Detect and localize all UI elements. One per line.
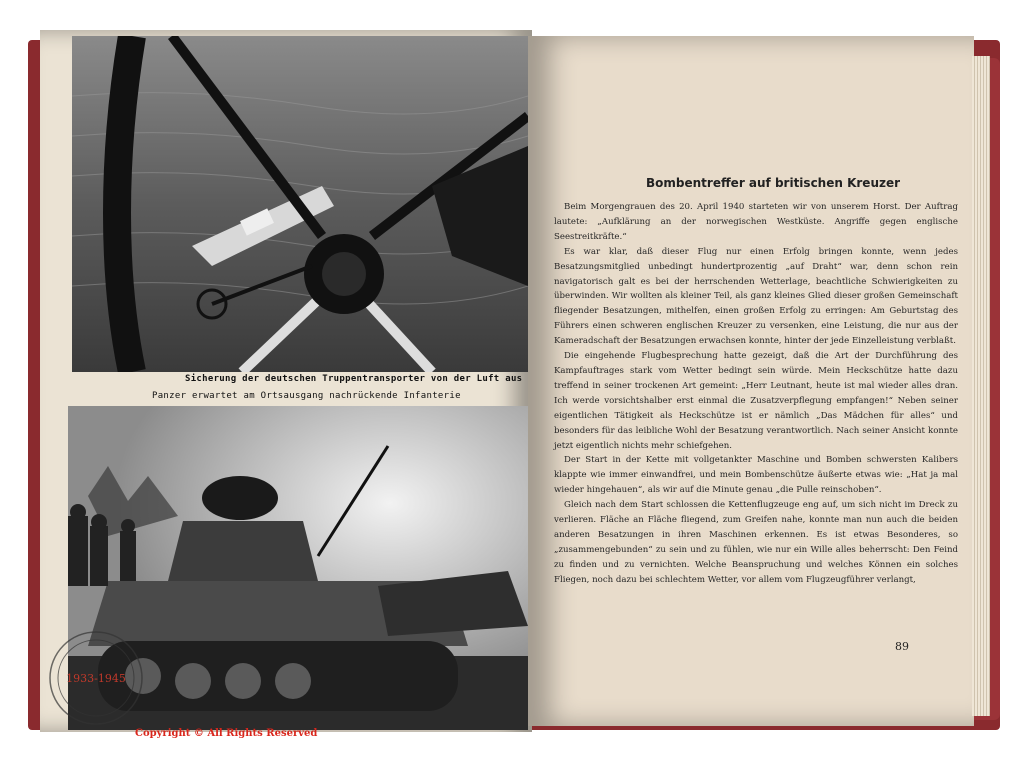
page-number: 89 (895, 640, 909, 653)
paragraph: Der Start in der Kette mit vollgetankter Maschine und Bomben schwersten Kalibers klappte wie immer einwandfrei, und mein Bombenschütze äußerte etwas wie: „Hat ja mal wieder hingehauen“, als wir auf die Minute genau „die Pulle reinschoben“. (554, 455, 958, 496)
stamp-seal (46, 628, 146, 732)
copyright-watermark: Copyright © All Rights Reserved (135, 728, 318, 739)
stamp-text: 1933-1945 (66, 672, 126, 685)
aerial-ship-photo (72, 36, 528, 372)
page-edges (972, 56, 990, 716)
top-photo-caption: Sicherung der deutschen Truppentransporter von der Luft aus (185, 374, 523, 384)
paragraph: Beim Morgengrauen des 20. April 1940 starteten wir von unserem Horst. Der Auftrag lautete: „Aufklärung an der norwegischen Westküste. Angriffe gegen englische Seestreitkräfte.“ (554, 202, 958, 242)
paragraph: Die eingehende Flugbesprechung hatte gezeigt, daß die Art der Durchführung des Kampfauftrages stark vom Wetter bedingt sein würde. Mein Heckschütze hatte dazu treffend in seiner trockenen Art gemeint: „Herr Leutnant, heute ist mal wieder alles dran. Ich werde vorsichtshalber erst einmal die Zusatzverpflegung empfangen!“ Neben seiner eigentlichen Tätigkeit als Heckschütze ist er nämlich „Das Mädchen für alles“ und besonders für das leibliche Wohl der Besatzung verantwortlich. Nach seiner Ansicht konnte jetzt eigentlich nichts mehr schiefgehen. (554, 351, 958, 451)
bottom-photo-caption: Panzer erwartet am Ortsausgang nachrückende Infanterie (152, 391, 461, 401)
paragraph: Gleich nach dem Start schlossen die Kettenflugzeuge eng auf, um sich nicht im Dreck zu verlieren. Fläche an Fläche fliegend, zum Greifen nahe, konnte man nun auch die beiden anderen Besatzungen in ihren Maschinen erkennen. Es ist etwas Besonderes, so „zusammengebunden“ zu sein und zu fühlen, wie nur ein Wille alles beherrscht: Den Feind zu finden und zu vernichten. Welche Beanspruchung und welches Können ein solches Fliegen, noch dazu bei schlechtem Wetter, vor allem vom Flugzeugführer verlangt, (554, 500, 958, 585)
paragraph: Es war klar, daß dieser Flug nur einen Erfolg bringen konnte, wenn jedes Besatzungsmitglied unbedingt hundertprozentig „auf Draht“ war, denn schon rein navigatorisch galt es bei der herrschenden Wetterlage, beachtliche Schwierigkeiten zu überwinden. Wir wollten als kleiner Teil, als ganz kleines Glied dieser großen Gemeinschaft fliegender Besatzungen, mithelfen, einen großen Erfolg zu erringen: Am Geburtstag des Führers einen schweren englischen Kreuzer zu versenken, eine Leistung, die nur aus der Kameradschaft der Besatzungen erwachsen konnte, hinter der jede Einzelleistung verblaßt. (554, 246, 958, 347)
chapter-heading: Bombentreffer auf britischen Kreuzer (646, 176, 901, 190)
body-text (554, 200, 958, 588)
